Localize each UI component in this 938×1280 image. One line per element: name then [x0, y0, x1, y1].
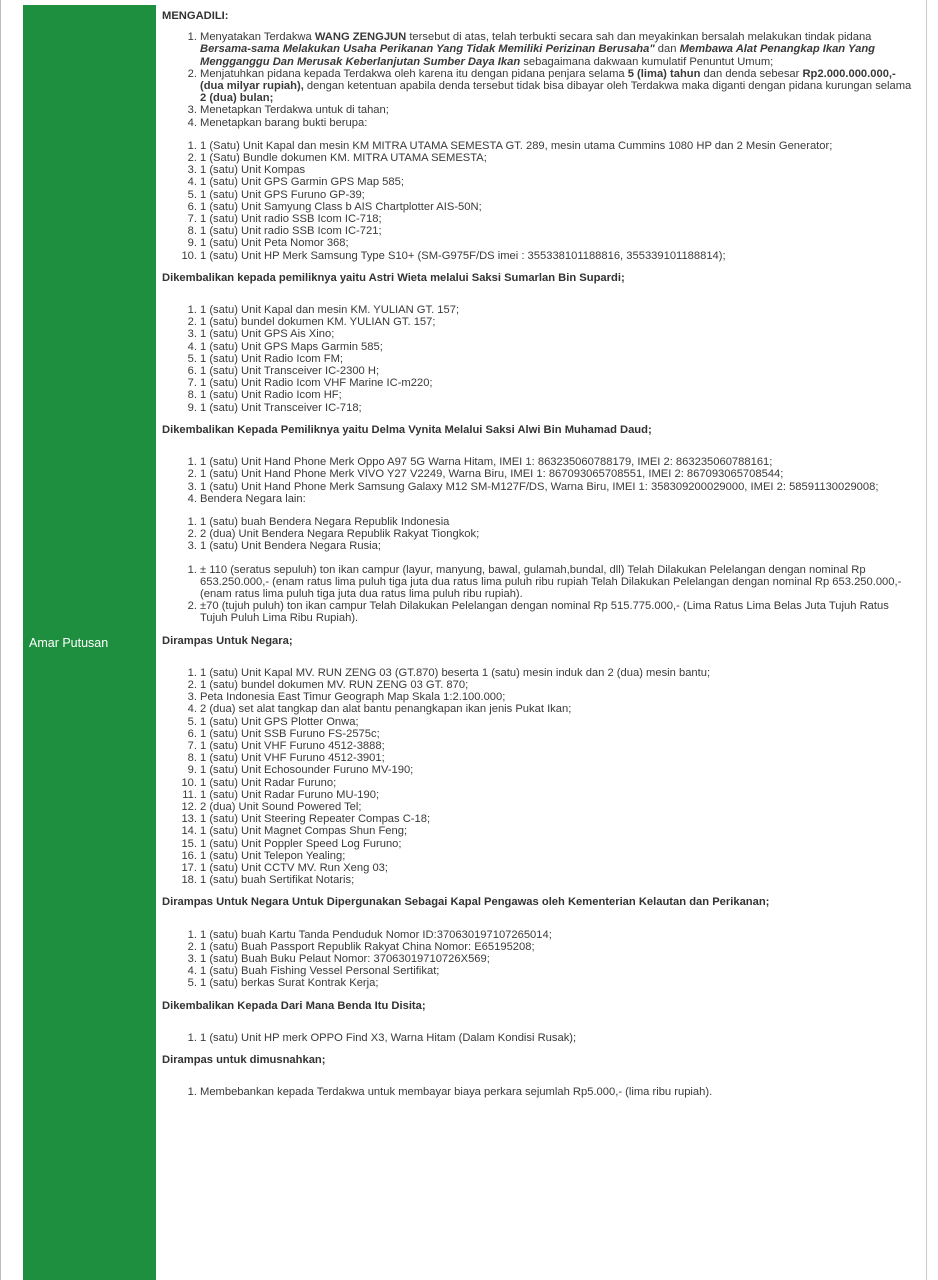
item-number: 4. [187, 492, 197, 505]
evidence-item [159, 838, 919, 850]
item-number: 1. [187, 928, 197, 941]
item-text: 1 (satu) Unit Radar Furuno; [200, 776, 337, 789]
item-number: 8. [187, 225, 197, 238]
evidence-item [159, 152, 919, 164]
evidence-item [159, 516, 919, 528]
evidence-item [159, 365, 919, 377]
mengadili-heading: MENGADILI: [162, 10, 229, 22]
label-column-top-gap [23, 0, 156, 5]
item-number: 6. [187, 200, 197, 213]
item-text: Membebankan kepada Terdakwa untuk membayar biaya perkara sejumlah Rp5.000,- (lima ribu rupiah). [200, 1086, 713, 1099]
item-number: 1. [187, 1086, 197, 1099]
evidence-item [159, 752, 919, 764]
evidence-item [159, 600, 919, 624]
item-number: 1. [187, 31, 197, 44]
evidence-item [159, 825, 919, 837]
evidence-item [159, 1032, 919, 1044]
item-text: 1 (satu) Unit Transceiver IC-718; [200, 401, 362, 414]
item-text: Bersama-sama Melakukan Usaha Perikanan Yang Tidak Memiliki Perizinan Berusaha" [200, 43, 655, 56]
item-text: tersebut di atas, telah terbukti secara sah dan meyakinkan bersalah melakukan tindak pidana [406, 31, 872, 44]
verdict-content [159, 10, 919, 1098]
disposition-heading: Dirampas Untuk Negara Untuk Dipergunakan Sebagai Kapal Pengawas oleh Kementerian Kelautan dan Perikanan; [162, 896, 770, 909]
evidence-item [159, 777, 919, 789]
item-number: 2. [187, 940, 197, 953]
evidence-list [159, 304, 919, 414]
evidence-item [159, 468, 919, 480]
item-text: 1 (satu) Unit Kapal dan mesin KM. YULIAN GT. 157; [200, 304, 460, 317]
evidence-list [159, 1086, 919, 1098]
label-column [23, 0, 156, 1280]
evidence-item [159, 764, 919, 776]
verdict-item [159, 31, 919, 68]
item-number: 5. [187, 352, 197, 365]
item-text: 1 (satu) Unit GPS Furuno GP-39; [200, 188, 365, 201]
item-number: 3. [187, 104, 197, 117]
evidence-item [159, 353, 919, 365]
evidence-item [159, 728, 919, 740]
item-number: 17. [181, 861, 197, 874]
item-text: 1 (satu) Unit radio SSB Icom IC-721; [200, 225, 382, 238]
item-text: 1 (satu) Buah Passport Republik Rakyat China Nomor: E65195208; [200, 940, 535, 953]
row-label: Amar Putusan [29, 636, 109, 650]
verdict-item [159, 117, 919, 129]
evidence-item [159, 740, 919, 752]
evidence-list [159, 1032, 919, 1044]
evidence-list [159, 667, 919, 887]
item-text: 1 (satu) Unit Kompas [200, 164, 306, 177]
item-number: 7. [187, 377, 197, 390]
item-number: 8. [187, 389, 197, 402]
item-text: 1 (satu) Unit Magnet Compas Shun Feng; [200, 825, 408, 838]
item-text: 1 (satu) Unit Echosounder Furuno MV-190; [200, 764, 414, 777]
item-number: 1. [187, 139, 197, 152]
item-number: 1. [187, 304, 197, 317]
item-text: 1 (satu) Buah Buku Pelaut Nomor: 37063019710726X569; [200, 953, 490, 965]
item-text: 1 (satu) bundel dokumen MV. RUN ZENG 03 GT. 870; [200, 678, 469, 691]
item-number: 1. [187, 515, 197, 528]
item-number: 2. [187, 600, 197, 613]
item-number: 14. [181, 825, 197, 838]
disposition-heading: Dirampas untuk dimusnahkan; [162, 1054, 326, 1067]
item-text: Menetapkan barang bukti berupa: [200, 116, 368, 129]
item-text: Membawa Alat Penangkap Ikan Yang Mengganggu Dan Merusak Keberlanjutan Sumber Daya Ikan [200, 43, 875, 68]
item-text: dan [654, 43, 680, 56]
item-text: 1 (satu) Unit GPS Plotter Onwa; [200, 715, 359, 728]
item-number: 9. [187, 764, 197, 777]
item-text: 1 (satu) Unit Radar Furuno MU-190; [200, 788, 380, 801]
evidence-item [159, 402, 919, 414]
item-text: 1 (Satu) Bundle dokumen KM. MITRA UTAMA SEMESTA; [200, 152, 487, 165]
item-text: 1 (satu) Unit Poppler Speed Log Furuno; [200, 837, 402, 850]
item-number: 2. [187, 67, 197, 80]
verdict-item [159, 68, 919, 105]
evidence-item [159, 874, 919, 886]
item-number: 11. [182, 788, 197, 801]
item-text: 1 (Satu) Unit Kapal dan mesin KM MITRA UTAMA SEMESTA GT. 289, mesin utama Cummins 1080 HP dan 2 Mesin Generator; [200, 139, 833, 152]
item-number: 18. [181, 874, 197, 887]
item-number: 4. [187, 340, 197, 353]
evidence-item [159, 250, 919, 262]
item-text: 1 (satu) buah Kartu Tanda Penduduk Nomor ID:370630197107265014; [200, 928, 552, 941]
item-text: 1 (satu) Unit Bendera Negara Rusia; [200, 540, 381, 553]
item-text: 1 (satu) bundel dokumen KM. YULIAN GT. 157; [200, 316, 436, 329]
item-number: 16. [181, 849, 197, 862]
item-text: 1 (satu) Unit CCTV MV. Run Xeng 03; [200, 861, 388, 874]
right-border [926, 0, 927, 1280]
evidence-item [159, 328, 919, 340]
item-text: 1 (satu) Unit GPS Ais Xino; [200, 328, 335, 341]
item-number: 3. [187, 540, 197, 553]
item-number: 2. [187, 678, 197, 691]
evidence-item [159, 850, 919, 862]
item-text: sebagaimana dakwaan kumulatif Penuntut Umum; [520, 55, 774, 68]
evidence-item [159, 377, 919, 389]
item-text: 1 (satu) Unit HP Merk Samsung Type S10+ (SM-G975F/DS imei : 355338101188816, 355339101188814); [200, 249, 726, 262]
disposition-heading: Dikembalikan Kepada Pemiliknya yaitu Delma Vynita Melalui Saksi Alwi Bin Muhamad Daud; [162, 423, 652, 436]
item-text: 1 (satu) buah Bendera Negara Republik Indonesia [200, 515, 450, 528]
item-text: ±70 (tujuh puluh) ton ikan campur Telah Dilakukan Pelelangan dengan nominal Rp 515.775.000,- (Lima Ratus Lima Belas Juta Tujuh Ratus Tujuh Puluh Lima Ribu Rupiah). [200, 600, 889, 625]
evidence-item [159, 801, 919, 813]
evidence-item [159, 316, 919, 328]
item-text: 1 (satu) Unit radio SSB Icom IC-718; [200, 213, 382, 226]
evidence-item [159, 201, 919, 213]
item-number: 7. [187, 213, 197, 226]
item-text: 1 (satu) Unit Hand Phone Merk VIVO Y27 V2249, Warna Biru, IMEI 1: 867093065708551, IMEI 2: 867093065708544; [200, 468, 784, 481]
item-text: dan denda sebesar [700, 67, 803, 80]
evidence-item [159, 456, 919, 468]
item-text: 1 (satu) Unit VHF Furuno 4512-3888; [200, 739, 385, 752]
item-text: 1 (satu) Unit SSB Furuno FS-2575c; [200, 727, 380, 740]
evidence-list [159, 929, 919, 990]
item-text: ± 110 (seratus sepuluh) ton ikan campur (layur, manyung, bawal, gulamah,bundal, dll) Telah Dilakukan Pelelangan dengan nominal Rp 653.250.000,- (enam ratus lima puluh tiga juta dua ratus lima puluh ribu rupiah Telah Dilakukan Pelelangan dengan nominal Rp 653.250.000,- (enam ratus lima puluh tiga juta dua ratus lima puluh ribu rupiah). [200, 563, 902, 600]
item-number: 4. [187, 965, 197, 978]
item-number: 9. [187, 237, 197, 250]
item-text: WANG ZENGJUN [314, 31, 407, 44]
item-number: 3. [187, 480, 197, 493]
evidence-item [159, 564, 919, 601]
item-number: 3. [187, 164, 197, 177]
item-text: dengan ketentuan apabila denda tersebut tidak bisa dibayar oleh Terdakwa maka diganti dengan pidana kurungan selama [303, 80, 912, 93]
item-text: Bendera Negara lain: [200, 492, 306, 505]
item-text: 1 (satu) Buah Fishing Vessel Personal Sertifikat; [200, 965, 440, 978]
item-number: 2. [187, 316, 197, 329]
item-number: 3. [187, 953, 197, 965]
item-text: 1 (satu) Unit Steering Repeater Compas C-18; [200, 813, 431, 826]
item-text: 1 (satu) Unit Samyung Class b AIS Chartplotter AIS-50N; [200, 200, 482, 213]
item-number: 1. [187, 1031, 197, 1044]
item-text: 1 (satu) Unit Transceiver IC-2300 H; [200, 365, 380, 378]
evidence-list [159, 140, 919, 262]
evidence-item [159, 667, 919, 679]
item-text: 1 (satu) Unit GPS Maps Garmin 585; [200, 340, 383, 353]
item-text: 2 (dua) Unit Sound Powered Tel; [200, 800, 362, 813]
item-text: Menjatuhkan pidana kepada Terdakwa oleh karena itu dengan pidana penjara selama [200, 67, 628, 80]
evidence-item [159, 493, 919, 505]
item-number: 12. [181, 800, 197, 813]
item-number: 6. [187, 727, 197, 740]
evidence-item [159, 237, 919, 249]
evidence-item [159, 1086, 919, 1098]
evidence-list [159, 456, 919, 505]
item-text: 1 (satu) Unit Radio Icom VHF Marine IC-m220; [200, 377, 433, 390]
evidence-item [159, 703, 919, 715]
item-number: 4. [187, 176, 197, 189]
item-text: 2 (dua) bulan; [200, 92, 274, 105]
item-text: Peta Indonesia East Timur Geograph Map Skala 1:2.100.000; [200, 691, 506, 704]
item-text: 1 (satu) Unit Peta Nomor 368; [200, 237, 349, 250]
item-text: Menetapkan Terdakwa untuk di tahan; [200, 104, 389, 117]
item-text: 1 (satu) Unit Hand Phone Merk Samsung Galaxy M12 SM-M127F/DS, Warna Biru, IMEI 1: 358309200029000, IMEI 2: 58591130029008; [200, 480, 879, 493]
item-number: 4. [187, 703, 197, 716]
item-text: 1 (satu) Unit HP merk OPPO Find X3, Warna Hitam (Dalam Kondisi Rusak); [200, 1031, 577, 1044]
item-text: 1 (satu) Unit Hand Phone Merk Oppo A97 5G Warna Hitam, IMEI 1: 863235060788179, IMEI 2: 863235060788161; [200, 456, 773, 469]
evidence-item [159, 176, 919, 188]
evidence-item [159, 213, 919, 225]
item-text: 1 (satu) Unit VHF Furuno 4512-3901; [200, 752, 385, 765]
item-number: 1. [187, 666, 197, 679]
item-number: 1. [187, 563, 197, 576]
item-number: 15. [181, 837, 197, 850]
item-number: 5. [187, 715, 197, 728]
item-number: 13. [181, 813, 197, 826]
evidence-item [159, 481, 919, 493]
item-text: 1 (satu) Unit Radio Icom HF; [200, 389, 342, 402]
item-text: 2 (dua) Unit Bendera Negara Republik Rakyat Tiongkok; [200, 528, 480, 541]
item-number: 1. [187, 456, 197, 469]
evidence-item [159, 225, 919, 237]
item-text: 1 (satu) Unit GPS Garmin GPS Map 585; [200, 176, 404, 189]
evidence-list [159, 564, 919, 625]
item-text: Rp2.000.000.000,- (dua milyar rupiah), [200, 67, 896, 93]
item-text: 1 (satu) Unit Radio Icom FM; [200, 352, 343, 365]
item-number: 4. [187, 116, 197, 129]
evidence-item [159, 389, 919, 401]
evidence-groups [159, 129, 919, 1099]
item-text: Menyatakan Terdakwa [200, 31, 315, 44]
item-number: 6. [187, 365, 197, 378]
main-verdict-list [159, 31, 919, 129]
evidence-item [159, 929, 919, 941]
item-number: 10. [181, 249, 197, 262]
evidence-item [159, 691, 919, 703]
disposition-heading: Dirampas Untuk Negara; [162, 634, 293, 647]
evidence-item [159, 341, 919, 353]
disposition-heading: Dikembalikan kepada pemiliknya yaitu Astri Wieta melalui Saksi Sumarlan Bin Supardi; [162, 271, 625, 284]
item-number: 2. [187, 468, 197, 481]
verdict-item [159, 104, 919, 116]
item-text: 1 (satu) Unit Telepon Yealing; [200, 849, 346, 862]
item-number: 2. [187, 528, 197, 541]
item-number: 3. [187, 691, 197, 704]
item-number: 5. [187, 188, 197, 201]
item-text: 5 (lima) tahun [627, 67, 701, 80]
item-text: 1 (satu) berkas Surat Kontrak Kerja; [200, 977, 379, 990]
evidence-item [159, 164, 919, 176]
evidence-item [159, 304, 919, 316]
item-number: 9. [187, 401, 197, 414]
evidence-item [159, 941, 919, 953]
item-number: 3. [187, 328, 197, 341]
evidence-item [159, 789, 919, 801]
left-margin-cell [1, 0, 24, 1280]
evidence-item [159, 189, 919, 201]
evidence-item [159, 953, 919, 965]
evidence-item [159, 540, 919, 552]
item-number: 10. [181, 776, 197, 789]
item-number: 8. [187, 752, 197, 765]
item-number: 5. [187, 977, 197, 990]
evidence-list [159, 516, 919, 553]
evidence-item [159, 140, 919, 152]
evidence-item [159, 977, 919, 989]
disposition-heading: Dikembalikan Kepada Dari Mana Benda Itu Disita; [162, 999, 426, 1012]
item-text: 1 (satu) buah Sertifikat Notaris; [200, 874, 355, 887]
evidence-item [159, 965, 919, 977]
evidence-item [159, 679, 919, 691]
item-number: 2. [187, 152, 197, 165]
item-text: 2 (dua) set alat tangkap dan alat bantu penangkapan ikan jenis Pukat Ikan; [200, 703, 572, 716]
item-text: 1 (satu) Unit Kapal MV. RUN ZENG 03 (GT.870) beserta 1 (satu) mesin induk dan 2 (dua) mesin bantu; [200, 666, 711, 679]
evidence-item [159, 528, 919, 540]
evidence-item [159, 813, 919, 825]
evidence-item [159, 862, 919, 874]
item-number: 7. [187, 739, 197, 752]
evidence-item [159, 716, 919, 728]
